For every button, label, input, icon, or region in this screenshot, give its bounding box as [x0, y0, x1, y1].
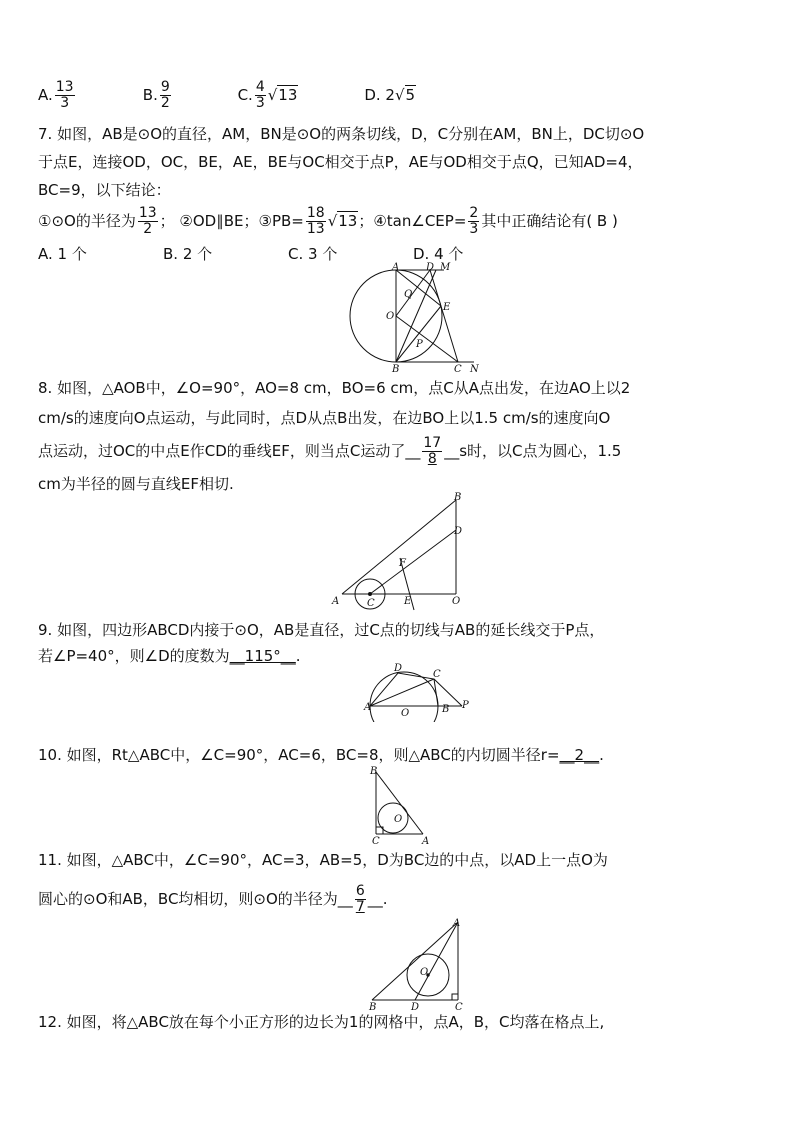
q9-line-1: 9. 如图，四边形ABCD内接于⊙O，AB是直径，过C点的切线与AB的延长线交于P点，: [38, 621, 605, 639]
fraction: $\frac{13}{2}$: [138, 205, 157, 237]
q7-option-c: C. 3 个: [288, 245, 338, 263]
q9-figure: [362, 660, 474, 722]
q10-figure: [368, 764, 432, 846]
fig-label: O: [401, 708, 410, 719]
q6-option-c: C. $\frac{4}{3}$ √13: [237, 79, 298, 111]
q7-option-b: B. 2 个: [163, 245, 213, 263]
fig-label: E: [404, 596, 412, 607]
fig-label: D: [426, 262, 435, 273]
q8-figure: [330, 490, 470, 612]
fig-label: B: [454, 492, 462, 503]
q6-option-a: A. $\frac{13}{3}$: [38, 79, 74, 111]
fig-label: M: [440, 262, 451, 273]
fig-label: A: [392, 262, 400, 273]
q6-option-b: B. $\frac{9}{2}$: [142, 79, 170, 111]
fig-label: D: [394, 663, 403, 674]
fig-label: N: [470, 364, 479, 374]
q11-line-1: 11. 如图，△ABC中，∠C=90°，AC=3，AB=5，D为BC边的中点，以AD上一点O为: [38, 851, 608, 869]
answer-fraction: $\frac{17}{8}$: [423, 435, 442, 467]
q8-line-3: 点运动，过OC的中点E作CD的垂线EF，则当点C运动了__ $\frac{17}{8}$ __s时，以C点为圆心，1.5: [38, 435, 622, 467]
q7-figure: [348, 262, 488, 374]
fig-label: E: [443, 302, 451, 313]
q7-line-2: 于点E，连接OD，OC，BE，AE，BE与OC相交于点P，AE与OD相交于点Q，已知AD=4，: [38, 153, 643, 171]
q7-line-1: 7. 如图，AB是⊙O的直径，AM，BN是⊙O的两条切线，D，C分别在AM，BN上，DC切⊙O: [38, 125, 645, 143]
fig-label: C: [455, 1002, 463, 1010]
fig-label: O: [394, 814, 403, 825]
fig-label: B: [369, 1002, 377, 1010]
q8-line-1: 8. 如图，△AOB中，∠O=90°，AO=8 cm，BO=6 cm，点C从A点出发，在边AO上以2: [38, 379, 631, 397]
q12-line-1: 12. 如图，将△ABC放在每个小正方形的边长为1的网格中，点A，B，C均落在格点上,: [38, 1013, 605, 1031]
fig-label: B: [370, 766, 378, 777]
q8-line-4: cm为半径的圆与直线EF相切.: [38, 475, 234, 493]
q7-conclusions: ①⊙O的半径为 $\frac{13}{2}$ ； ②OD∥BE；③PB= $\frac{18}{13}$ √13；④tan∠CEP= $\frac{2}{3}$ 其中正确结论有( B ): [38, 205, 618, 237]
q10-line: 10. 如图，Rt△ABC中，∠C=90°，AC=6，BC=8，则△ABC的内切圆半径r=__2__.: [38, 746, 604, 764]
fig-label: B: [442, 704, 450, 715]
fig-label: C: [454, 364, 462, 374]
fig-label: O: [386, 311, 395, 322]
q6-options: [38, 80, 416, 111]
q7-option-d: D. 4 个: [413, 245, 464, 263]
fig-label: F: [399, 558, 406, 569]
fig-label: D: [411, 1002, 420, 1010]
fig-label: A: [364, 702, 372, 713]
fig-label: C: [433, 669, 441, 680]
fig-label: D: [454, 526, 463, 537]
fig-label: P: [416, 339, 423, 350]
fig-label: A: [332, 596, 340, 607]
q6-option-d: D. 2√5: [364, 86, 416, 104]
fig-label: O: [420, 967, 429, 978]
q11-line-2: 圆心的⊙O和AB，BC均相切，则⊙O的半径为__ $\frac{6}{7}$ __.: [38, 883, 388, 915]
fig-label: A: [422, 836, 430, 846]
answer-blank: __2__: [559, 746, 600, 764]
fig-label: O: [452, 596, 461, 607]
fraction: $\frac{18}{13}$: [306, 205, 325, 237]
fraction: $\frac{13}{3}$: [55, 79, 74, 111]
answer-fraction: $\frac{6}{7}$: [355, 883, 365, 915]
fig-label: Q: [404, 289, 413, 300]
q11-figure: [364, 914, 468, 1010]
fraction: $\frac{9}{2}$: [160, 79, 170, 111]
q7-options: [38, 244, 463, 264]
q7-line-3: BC=9，以下结论：: [38, 181, 171, 199]
answer-blank: __115°__: [229, 647, 296, 665]
fraction: $\frac{2}{3}$: [469, 205, 479, 237]
fig-label: C: [367, 598, 375, 609]
fig-label: B: [392, 364, 400, 374]
fig-label: A: [453, 918, 461, 929]
fig-label: P: [462, 700, 469, 711]
q9-line-2: 若∠P=40°，则∠D的度数为__115°__.: [38, 647, 301, 665]
fig-label: C: [372, 836, 380, 846]
q7-option-a: A. 1 个: [38, 245, 87, 263]
fraction: $\frac{4}{3}$: [255, 79, 265, 111]
q8-line-2: cm/s的速度向O点运动，与此同时，点D从点B出发，在边BO上以1.5 cm/s的速度向O: [38, 409, 611, 427]
